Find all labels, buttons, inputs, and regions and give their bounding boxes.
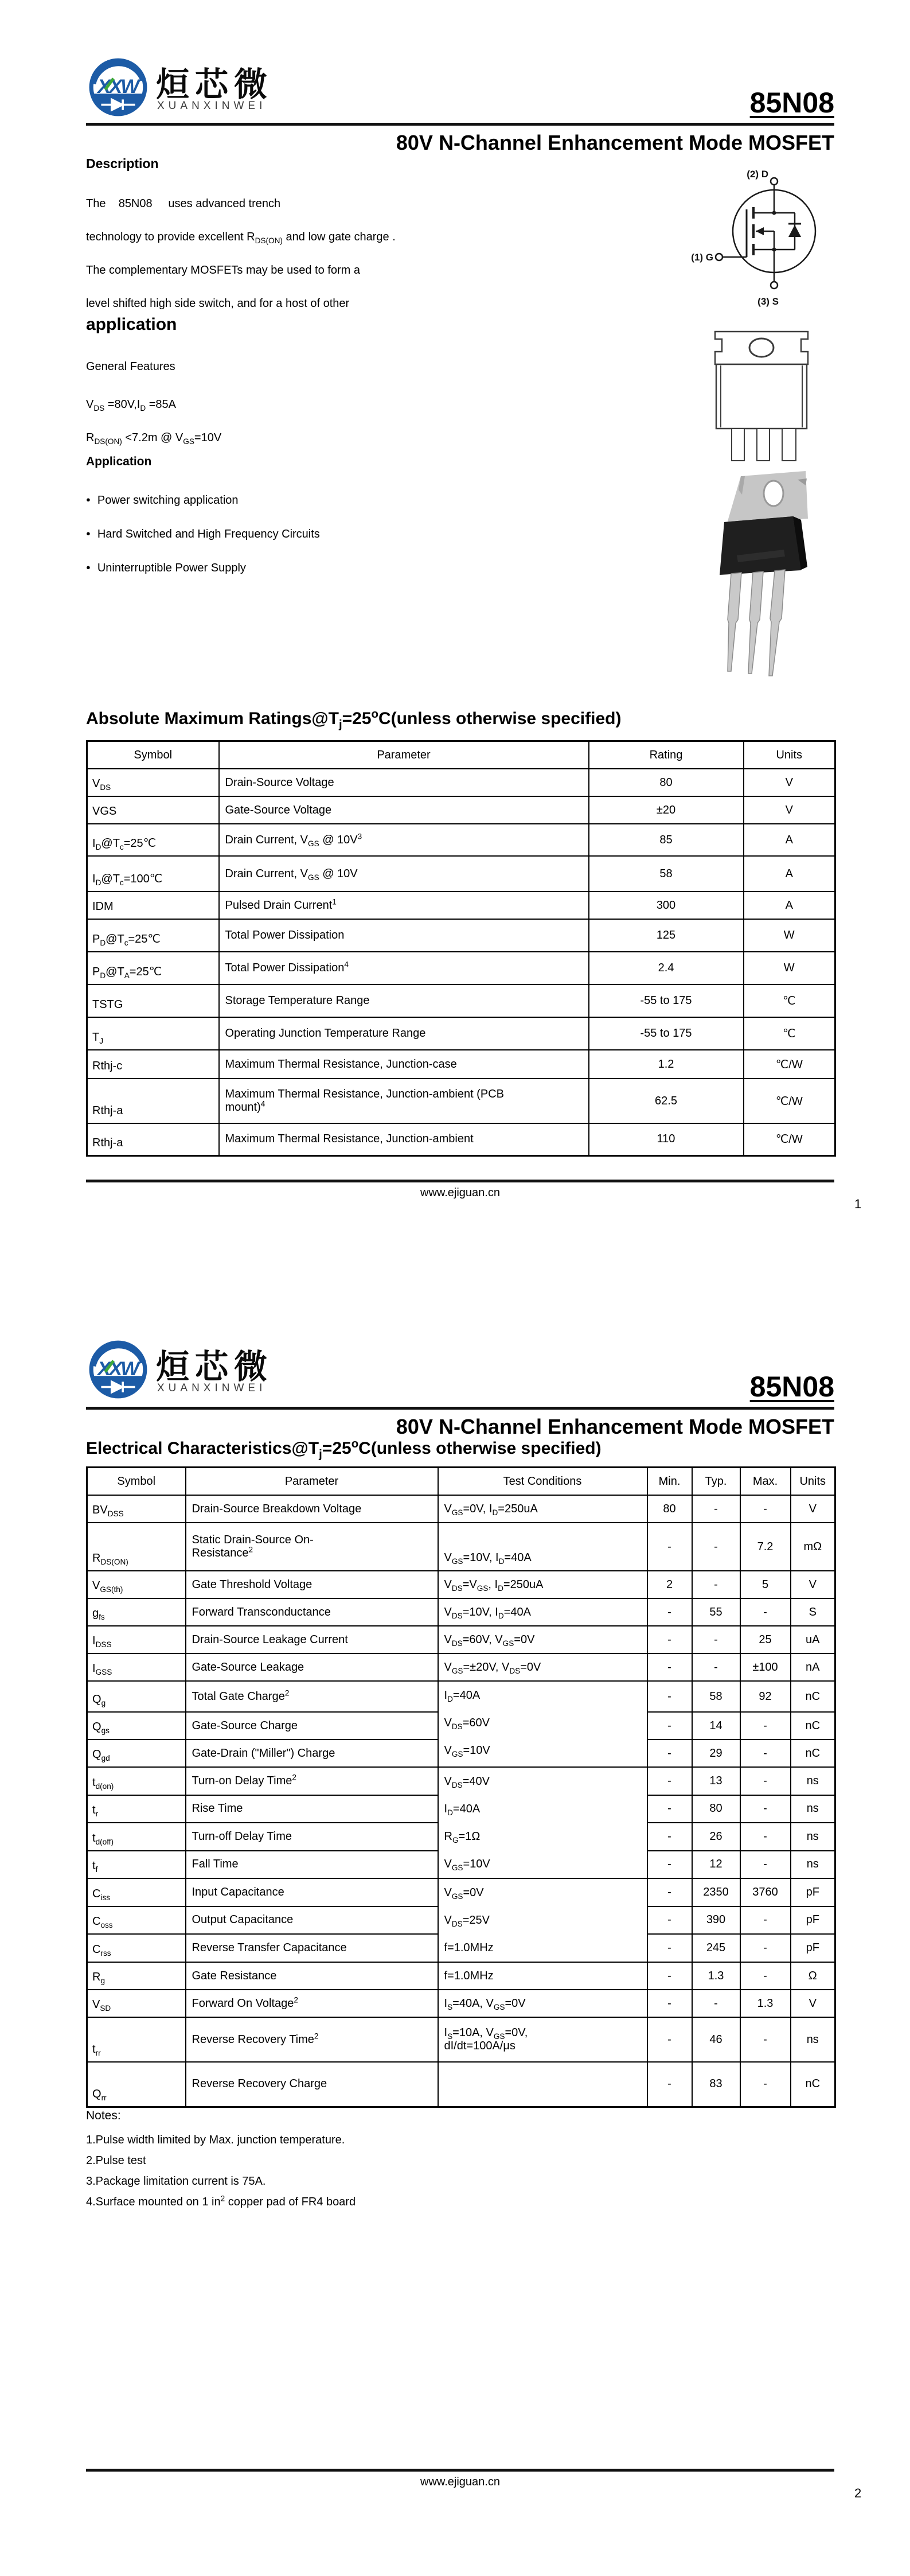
note-line: 1.Pulse width limited by Max. junction temperature. <box>86 2134 345 2146</box>
column-header: Symbol <box>87 1468 186 1496</box>
max-cell: - <box>740 1712 791 1740</box>
rating-cell: 58 <box>589 856 744 892</box>
parameter-cell: Forward Transconductance <box>186 1598 438 1626</box>
table-row <box>87 796 835 824</box>
min-cell: - <box>647 1523 692 1571</box>
rating-cell: 300 <box>589 892 744 919</box>
table-row <box>87 769 835 796</box>
rating-cell: -55 to 175 <box>589 985 744 1017</box>
symbol-cell: $V_{SD}$ <box>87 1990 186 2017</box>
max-cell: - <box>740 2017 791 2062</box>
parameter-cell: Drain Current, $V_{GS}$ @ 10V <box>219 856 589 892</box>
rating-cell: -55 to 175 <box>589 1017 744 1050</box>
units-cell: V <box>791 1990 835 2017</box>
max-cell: - <box>740 1795 791 1823</box>
max-cell: - <box>740 1962 791 1990</box>
symbol-cell: TSTG <box>87 985 219 1017</box>
brand-name-latin: XUANXINWEI <box>157 1382 267 1394</box>
units-cell: V <box>791 1495 835 1523</box>
table-row <box>87 1017 835 1050</box>
typ-cell: 29 <box>692 1740 740 1767</box>
parameter-cell: Gate-Drain ("Miller") Charge <box>186 1740 438 1767</box>
symbol-cell: $t_f$ <box>87 1851 186 1879</box>
symbol-cell: $g_{fs}$ <box>87 1598 186 1626</box>
symbol-cell: $I_{GSS}$ <box>87 1653 186 1681</box>
elec-heading: Electrical $Characteristics@T_j=25^oC(unless$ otherwise specified) <box>86 1438 602 1461</box>
parameter-cell: Turn-on Delay Time$^2$ <box>186 1767 438 1795</box>
rating-cell: ±20 <box>589 796 744 824</box>
test-conditions-cell: $I_S=10A$, $V_{GS}=0V$, dI/dt=100A/μs <box>438 2017 647 2062</box>
units-cell: nC <box>791 1712 835 1740</box>
table-row <box>87 2062 835 2107</box>
description-paragraph <box>86 187 659 320</box>
min-cell: 2 <box>647 1571 692 1598</box>
units-cell: A <box>744 892 835 919</box>
test-conditions-cell: $V_{GS}=\pm 20V$, $V_{DS}=0V$ <box>438 1653 647 1681</box>
rating-cell: 125 <box>589 919 744 952</box>
table-row <box>87 1653 835 1681</box>
symbol-cell: $V_{GS(th)}$ <box>87 1571 186 1598</box>
min-cell: - <box>647 1934 692 1962</box>
parameter-cell: Rise Time <box>186 1795 438 1823</box>
column-header: Units <box>744 741 835 769</box>
symbol-cell: $t_r$ <box>87 1795 186 1823</box>
min-cell: - <box>647 1626 692 1653</box>
table-row <box>87 1079 835 1123</box>
parameter-cell: Gate-Source Charge <box>186 1712 438 1740</box>
abs-max-heading: Absolute Maximum $Ratings@T_j=25^oC(unless$ otherwise specified) <box>86 708 622 731</box>
units-cell: uA <box>791 1626 835 1653</box>
parameter-cell: Maximum Thermal Resistance, Junction-case <box>219 1050 589 1079</box>
brand-name-cn: 烜芯微 <box>156 1348 274 1386</box>
general-features-heading: General Features <box>86 360 175 373</box>
units-cell: A <box>744 856 835 892</box>
test-conditions-cell: $V_{DS}=60V$, $V_{GS}=0V$ <box>438 1626 647 1653</box>
footer-url: www.ejiguan.cn <box>420 1186 500 1199</box>
units-cell: ns <box>791 2017 835 2062</box>
symbol-cell: $I_D@T_c=100℃$ <box>87 856 219 892</box>
units-cell: nC <box>791 1740 835 1767</box>
footer-rule <box>86 2469 834 2472</box>
symbol-cell: $I_{DSS}$ <box>87 1626 186 1653</box>
page-title: 80V N-Channel Enhancement Mode MOSFET <box>396 1415 834 1438</box>
typ-cell: 245 <box>692 1934 740 1962</box>
column-header: Rating <box>589 741 744 769</box>
column-header: Min. <box>647 1468 692 1496</box>
max-cell: 92 <box>740 1681 791 1712</box>
symbol-cell: $BV_{DSS}$ <box>87 1495 186 1523</box>
parameter-cell: Total Power Dissipation$^4$ <box>219 952 589 985</box>
table-row <box>87 1990 835 2017</box>
min-cell: - <box>647 1823 692 1851</box>
footer-url: www.ejiguan.cn <box>420 2476 500 2488</box>
typ-cell: - <box>692 1653 740 1681</box>
parameter-cell: Turn-off Delay Time <box>186 1823 438 1851</box>
notes-list <box>86 2130 659 2212</box>
table-row <box>87 1681 835 1712</box>
min-cell: - <box>647 1598 692 1626</box>
max-cell: 7.2 <box>740 1523 791 1571</box>
parameter-cell: Total Gate Charge$^2$ <box>186 1681 438 1712</box>
table-row <box>87 1123 835 1155</box>
units-cell: W <box>744 952 835 985</box>
typ-cell: - <box>692 1523 740 1571</box>
units-cell: V <box>744 769 835 796</box>
application-bullet: ● Uninterruptible Power Supply <box>86 551 602 585</box>
description-heading: Description <box>86 156 159 171</box>
units-cell: pF <box>791 1906 835 1935</box>
typ-cell: 390 <box>692 1906 740 1935</box>
table-row <box>87 824 835 856</box>
min-cell: - <box>647 1962 692 1990</box>
symbol-cell: $t_{rr}$ <box>87 2017 186 2062</box>
table-row <box>87 985 835 1017</box>
typ-cell: 26 <box>692 1823 740 1851</box>
units-cell: ns <box>791 1851 835 1879</box>
parameter-cell: Reverse Recovery Time$^2$ <box>186 2017 438 2062</box>
test-conditions-cell: $I_D=40A$ $V_{DS}=60V$ $V_{GS}=10V$ <box>438 1681 647 1767</box>
symbol-cell: $T_J$ <box>87 1017 219 1050</box>
symbol-cell: Rthj-a <box>87 1079 219 1123</box>
symbol-cell: Rthj-c <box>87 1050 219 1079</box>
symbol-cell: $C_{oss}$ <box>87 1906 186 1935</box>
note-line: 3.Package limitation current is 75A. <box>86 2175 266 2188</box>
units-cell: ℃/W <box>744 1050 835 1079</box>
min-cell: 80 <box>647 1495 692 1523</box>
max-cell: 25 <box>740 1626 791 1653</box>
min-cell: - <box>647 1990 692 2017</box>
parameter-cell: Gate-Source Leakage <box>186 1653 438 1681</box>
header-rule <box>86 1407 834 1410</box>
description-line: technology to provide excellent $R_{DS(ON)}$ and low gate charge . <box>86 231 396 245</box>
notes-heading: Notes: <box>86 2109 121 2122</box>
max-cell: - <box>740 2062 791 2107</box>
max-cell: - <box>740 1934 791 1962</box>
min-cell: - <box>647 1906 692 1935</box>
rating-cell: 85 <box>589 824 744 856</box>
column-header: Units <box>791 1468 835 1496</box>
units-cell: nA <box>791 1653 835 1681</box>
brand-name-cn: 烜芯微 <box>156 66 274 103</box>
test-conditions-cell: $V_{GS}=0V$, $I_D=250uA$ <box>438 1495 647 1523</box>
parameter-cell: Gate Resistance <box>186 1962 438 1990</box>
package-photo <box>714 469 814 682</box>
parameter-cell: Static Drain-Source On- Resistance$^2$ <box>186 1523 438 1571</box>
application-bullet: ● Power switching application <box>86 483 602 517</box>
symbol-cell: $V_{DS}$ <box>87 769 219 796</box>
symbol-cell: $R_g$ <box>87 1962 186 1990</box>
units-cell: nC <box>791 1681 835 1712</box>
table-row <box>87 1523 835 1571</box>
feature-item: $R_{DS(ON)} <7.2m$ @ $V_{GS}=10V$ <box>86 431 222 446</box>
rating-cell: 2.4 <box>589 952 744 985</box>
table-row <box>87 1495 835 1523</box>
symbol-cell: IDM <box>87 892 219 919</box>
min-cell: - <box>647 1878 692 1906</box>
parameter-cell: Fall Time <box>186 1851 438 1879</box>
symbol-cell: $C_{rss}$ <box>87 1934 186 1962</box>
symbol-cell: $t_{d(off)}$ <box>87 1823 186 1851</box>
description-line: The 85N08 uses advanced trench <box>86 197 281 210</box>
rating-cell: 62.5 <box>589 1079 744 1123</box>
units-cell: W <box>744 919 835 952</box>
typ-cell: - <box>692 1990 740 2017</box>
units-cell: V <box>791 1571 835 1598</box>
max-cell: - <box>740 1906 791 1935</box>
parameter-cell: Maximum Thermal Resistance, Junction-ambient (PCB mount)$^4$ <box>219 1079 589 1123</box>
company-logo-icon <box>86 55 150 119</box>
footer-rule <box>86 1180 834 1182</box>
typ-cell: 12 <box>692 1851 740 1879</box>
parameter-cell: Total Power Dissipation <box>219 919 589 952</box>
parameter-cell: Storage Temperature Range <box>219 985 589 1017</box>
table-row <box>87 952 835 985</box>
max-cell: 5 <box>740 1571 791 1598</box>
min-cell: - <box>647 1653 692 1681</box>
table-row <box>87 2017 835 2062</box>
units-cell: ℃ <box>744 1017 835 1050</box>
table-row <box>87 856 835 892</box>
units-cell: S <box>791 1598 835 1626</box>
symbol-cell: $P_D@T_c=25℃$ <box>87 919 219 952</box>
symbol-cell: $R_{DS(ON)}$ <box>87 1523 186 1571</box>
application-lower-heading: application <box>86 315 177 334</box>
units-cell: ℃ <box>744 985 835 1017</box>
elec-table <box>86 1466 836 2108</box>
description-line: level shifted high side switch, and for a host of other <box>86 297 350 310</box>
symbol-cell: $C_{iss}$ <box>87 1878 186 1906</box>
table-row <box>87 892 835 919</box>
parameter-cell: Gate Threshold Voltage <box>186 1571 438 1598</box>
table-header-row <box>87 741 835 769</box>
test-conditions-cell: $V_{DS}=10V$, $I_D=40A$ <box>438 1598 647 1626</box>
typ-cell: 58 <box>692 1681 740 1712</box>
symbol-cell: $I_D@T_c=25℃$ <box>87 824 219 856</box>
test-conditions-cell: $I_S=40A$, $V_{GS}=0V$ <box>438 1990 647 2017</box>
parameter-cell: Pulsed Drain Current$^1$ <box>219 892 589 919</box>
rating-cell: 1.2 <box>589 1050 744 1079</box>
test-conditions-cell <box>438 2062 647 2107</box>
min-cell: - <box>647 1795 692 1823</box>
body-diode <box>788 225 801 237</box>
units-cell: pF <box>791 1878 835 1906</box>
brand-name-latin: XUANXINWEI <box>157 100 267 112</box>
symbol-cell: $Q_g$ <box>87 1681 186 1712</box>
max-cell: - <box>740 1495 791 1523</box>
rating-cell: 80 <box>589 769 744 796</box>
column-header: Test Conditions <box>438 1468 647 1496</box>
application-bullet-list <box>86 483 602 585</box>
typ-cell: 83 <box>692 2062 740 2107</box>
symbol-cell: $t_{d(on)}$ <box>87 1767 186 1795</box>
table-row <box>87 919 835 952</box>
parameter-cell: Reverse Recovery Charge <box>186 2062 438 2107</box>
column-header: Typ. <box>692 1468 740 1496</box>
typ-cell: 2350 <box>692 1878 740 1906</box>
typ-cell: - <box>692 1571 740 1598</box>
typ-cell: - <box>692 1495 740 1523</box>
table-row <box>87 1878 835 1906</box>
test-conditions-cell: f=1.0MHz <box>438 1962 647 1990</box>
symbol-cell: $Q_{rr}$ <box>87 2062 186 2107</box>
abs-max-table <box>86 740 836 1157</box>
column-header: Max. <box>740 1468 791 1496</box>
drain-pin-label: (2) D <box>747 169 768 180</box>
table-row <box>87 1767 835 1795</box>
units-cell: A <box>744 824 835 856</box>
typ-cell: 80 <box>692 1795 740 1823</box>
max-cell: - <box>740 1740 791 1767</box>
symbol-cell: $Q_{gs}$ <box>87 1712 186 1740</box>
parameter-cell: Maximum Thermal Resistance, Junction-ambient <box>219 1123 589 1155</box>
table-row <box>87 1962 835 1990</box>
typ-cell: 1.3 <box>692 1962 740 1990</box>
typ-cell: 55 <box>692 1598 740 1626</box>
parameter-cell: Drain-Source Leakage Current <box>186 1626 438 1653</box>
units-cell: ns <box>791 1795 835 1823</box>
symbol-cell: Rthj-a <box>87 1123 219 1155</box>
units-cell: Ω <box>791 1962 835 1990</box>
symbol-cell: VGS <box>87 796 219 824</box>
test-conditions-cell: $V_{GS}=10V$, $I_D=40A$ <box>438 1523 647 1571</box>
typ-cell: 46 <box>692 2017 740 2062</box>
column-header: Parameter <box>219 741 589 769</box>
typ-cell: - <box>692 1626 740 1653</box>
mosfet-symbol-diagram <box>682 162 826 312</box>
page-number: 2 <box>854 2486 862 2500</box>
test-conditions-cell: $V_{DS}=40V$ $I_D=40A$ $R_G=1\Omega$ $V_{GS}=10V$ <box>438 1767 647 1878</box>
parameter-cell: Gate-Source Voltage <box>219 796 589 824</box>
max-cell: - <box>740 1851 791 1879</box>
column-header: Symbol <box>87 741 219 769</box>
units-cell: ns <box>791 1823 835 1851</box>
typ-cell: 13 <box>692 1767 740 1795</box>
test-conditions-cell: $V_{DS}=V_{GS}$, $I_D=250uA$ <box>438 1571 647 1598</box>
parameter-cell: Input Capacitance <box>186 1878 438 1906</box>
column-header: Parameter <box>186 1468 438 1496</box>
note-line: 2.Pulse test <box>86 2154 146 2167</box>
units-cell: ℃/W <box>744 1079 835 1123</box>
symbol-cell: $P_D@T_A=25℃$ <box>87 952 219 985</box>
gate-pin-label: (1) G <box>691 252 713 263</box>
package-outline-drawing <box>713 330 810 463</box>
table-row <box>87 1626 835 1653</box>
channel-arrow <box>756 227 764 235</box>
max-cell: - <box>740 1598 791 1626</box>
test-conditions-cell: $V_{GS}=0V$ $V_{DS}=25V$ f=1.0MHz <box>438 1878 647 1962</box>
rating-cell: 110 <box>589 1123 744 1155</box>
units-cell: ℃/W <box>744 1123 835 1155</box>
header-rule <box>86 123 834 126</box>
table-row <box>87 1050 835 1079</box>
min-cell: - <box>647 1851 692 1879</box>
max-cell: ±100 <box>740 1653 791 1681</box>
table-row <box>87 1571 835 1598</box>
units-cell: nC <box>791 2062 835 2107</box>
symbol-cell: $Q_{gd}$ <box>87 1740 186 1767</box>
min-cell: - <box>647 1712 692 1740</box>
units-cell: ns <box>791 1767 835 1795</box>
min-cell: - <box>647 1740 692 1767</box>
part-number: 85N08 <box>749 1371 834 1403</box>
min-cell: - <box>647 2062 692 2107</box>
general-features-list <box>86 388 545 454</box>
part-number: 85N08 <box>749 87 834 119</box>
application-heading: Application <box>86 455 152 468</box>
max-cell: 1.3 <box>740 1990 791 2017</box>
typ-cell: 14 <box>692 1712 740 1740</box>
application-bullet: ● Hard Switched and High Frequency Circuits <box>86 517 602 551</box>
parameter-cell: Drain Current, $V_{GS}$ @ $10V^3$ <box>219 824 589 856</box>
min-cell: - <box>647 1767 692 1795</box>
parameter-cell: Forward On Voltage$^2$ <box>186 1990 438 2017</box>
feature-item: $V_{DS} =80V,I_D =85A$ <box>86 398 176 413</box>
company-logo-icon <box>86 1337 150 1401</box>
page-title: 80V N-Channel Enhancement Mode MOSFET <box>396 131 834 154</box>
units-cell: mΩ <box>791 1523 835 1571</box>
page-number: 1 <box>854 1197 862 1211</box>
source-pin-label: (3) S <box>757 296 779 307</box>
parameter-cell: Reverse Transfer Capacitance <box>186 1934 438 1962</box>
parameter-cell: Drain-Source Breakdown Voltage <box>186 1495 438 1523</box>
max-cell: 3760 <box>740 1878 791 1906</box>
table-row <box>87 1598 835 1626</box>
description-line: The complementary MOSFETs may be used to form a <box>86 264 360 277</box>
max-cell: - <box>740 1823 791 1851</box>
min-cell: - <box>647 1681 692 1712</box>
parameter-cell: Drain-Source Voltage <box>219 769 589 796</box>
note-line: 4.Surface mounted on 1 $in^2$ copper pad of FR4 board <box>86 2194 356 2208</box>
parameter-cell: Operating Junction Temperature Range <box>219 1017 589 1050</box>
units-cell: V <box>744 796 835 824</box>
min-cell: - <box>647 2017 692 2062</box>
units-cell: pF <box>791 1934 835 1962</box>
parameter-cell: Output Capacitance <box>186 1906 438 1935</box>
max-cell: - <box>740 1767 791 1795</box>
table-header-row <box>87 1468 835 1496</box>
